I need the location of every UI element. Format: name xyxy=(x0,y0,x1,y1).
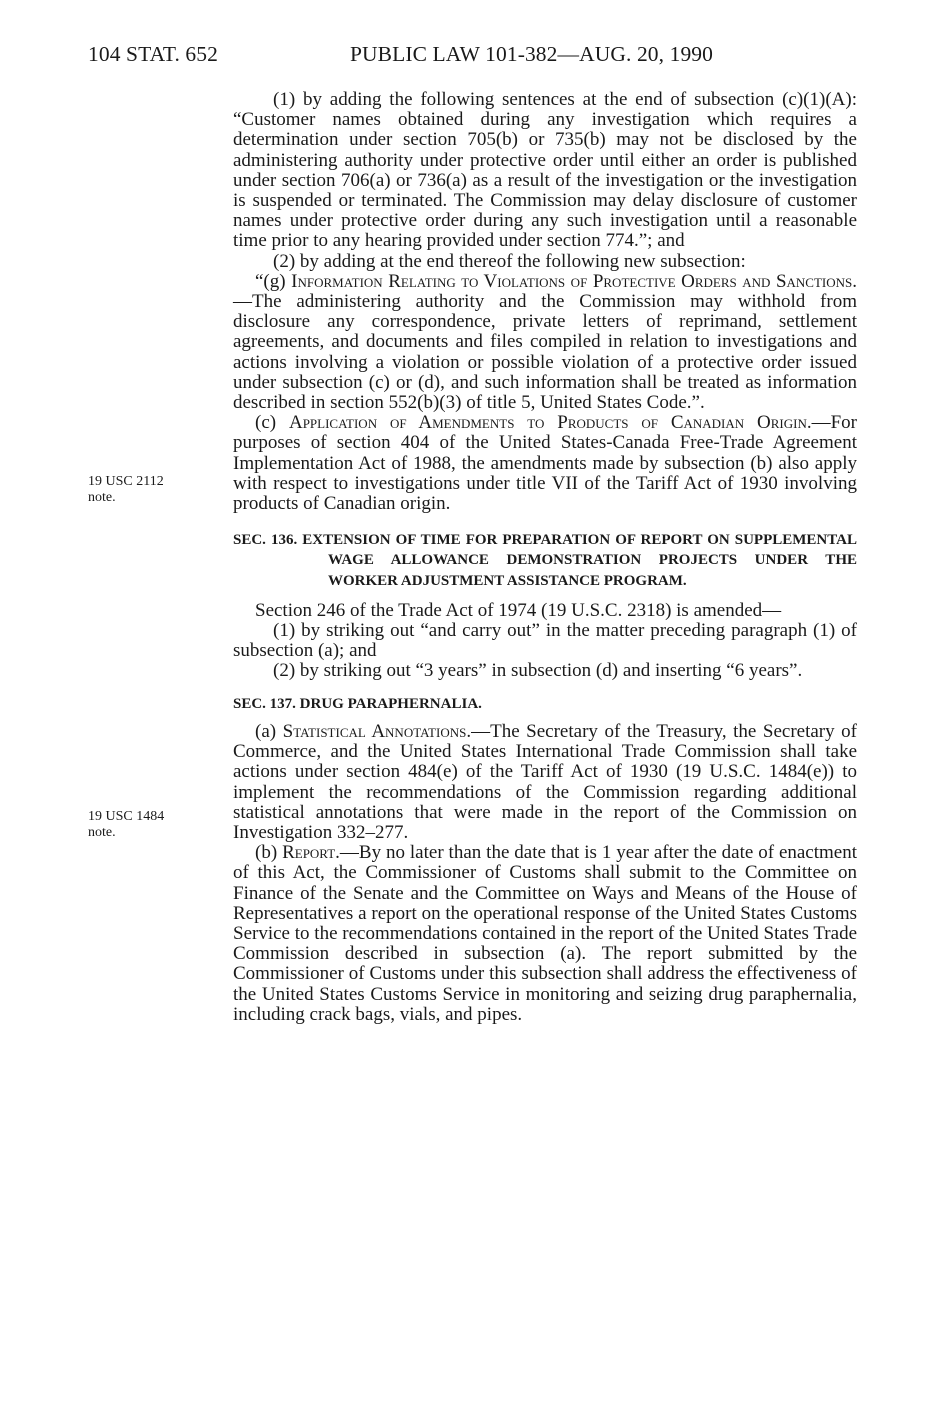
section-136-para-2: (2) by striking out “3 years” in subsection (d) and inserting “6 years”. xyxy=(273,660,803,682)
subsection-c-caption: Application of Amendments to Products of Canadian Origin. xyxy=(288,412,812,434)
margin-note-2112 xyxy=(88,474,198,506)
subsection-g xyxy=(233,272,857,413)
subsection-a-caption: Statistical Annotations. xyxy=(282,720,472,742)
margin-note-label: note. xyxy=(88,825,116,840)
subsection-a-lead: (a) xyxy=(255,720,277,742)
subsection-b-lead: (b) xyxy=(255,842,278,864)
subsection-g-text: —The administering authority and the Commission may withhold from disclosure any correspondence, private letters of reprimand, settlement agreements, and documents and files compiled in relation to investigations and actions involving a violation or possible violation of a protective order issued under subsection (c) or (d), and such information shall be treated as information described in section 552(b)(3) of title 5, United States Code.”. xyxy=(233,291,857,414)
margin-note-citation: 19 USC 1484 xyxy=(88,809,165,824)
subsection-g-caption: Information Relating to Violations of Protective Orders and Sanctions. xyxy=(291,270,858,292)
section-136-title: EXTENSION OF TIME FOR PREPARATION OF REPORT ON SUPPLEMENTAL WAGE ALLOWANCE DEMONSTRATION PROJECTS UNDER THE WORKER ADJUSTMENT ASSISTANCE PROGRAM. xyxy=(302,532,857,589)
subsection-g-lead: “(g) xyxy=(255,270,286,292)
running-head: PUBLIC LAW 101-382—AUG. 20, 1990 xyxy=(350,42,713,66)
paragraph-2: (2) by adding at the end thereof the following new subsection: xyxy=(273,250,746,272)
section-136-label: SEC. 136. xyxy=(233,532,298,549)
subsection-a-text: —The Secretary of the Treasury, the Secretary of Commerce, and the United States International Trade Commission shall take actions under section 484(e) of the Tariff Act of 1930 (19 U.S.C. 1484(e)) to implement the recommendations of the Commission regarding additional statistical annotations that were made in the report of the Commission on Investigation 332–277. xyxy=(233,720,858,843)
subsection-c-text: —For purposes of section 404 of the United States-Canada Free-Trade Agreement Implementation Act of 1988, the amendments made by subsection (b) also apply with respect to investigations under title VII of the Tariff Act of 1930 involving products of Canadian origin. xyxy=(233,412,858,515)
subsection-b-caption: Report. xyxy=(282,842,340,864)
section-137-subsection-b xyxy=(233,843,857,1025)
subsection-b-text: —By no later than the date that is 1 year after the date of enactment of this Act, the Commissioner of Customs shall submit to the Committee on Finance of the Senate and the Committee on Ways and Means of the House of Representatives a report on the operational response of the United States Customs Service to the recommendations contained in the report of the United States Trade Commission described in subsection (a). The report submitted by the Commissioner of Customs under this subsection shall address the effectiveness of the United States Customs Service in monitoring and seizing drug paraphernalia, including crack bags, vials, and pipes. xyxy=(233,842,858,1025)
page-body xyxy=(233,90,857,1025)
subsection-c-lead: (c) xyxy=(255,412,277,434)
margin-note-1484 xyxy=(88,809,198,841)
section-137-heading: SEC. 137. DRUG PARAPHERNALIA. xyxy=(233,695,482,712)
section-136-para-1: (1) by striking out “and carry out” in the matter preceding paragraph (1) of subsection (a); and xyxy=(233,620,857,662)
folio: 104 STAT. 652 xyxy=(88,42,218,66)
section-136-intro: Section 246 of the Trade Act of 1974 (19 U.S.C. 2318) is amended— xyxy=(255,599,782,621)
section-136-heading xyxy=(233,530,857,591)
paragraph-1: (1) by adding the following sentences at the end of subsection (c)(1)(A): “Customer names obtained during any investigation which requires a determination under section 705(b) or 735(b) may not be disclosed by the administering authority under protective order until either an order is published under section 706(a) or 736(a) as a result of the investigation or the investigation is suspended or terminated. The Commission may delay disclosure of customer names under protective order during any such investigation until a reasonable time prior to any hearing provided under section 774.”; and xyxy=(233,89,857,252)
margin-note-label: note. xyxy=(88,490,116,505)
margin-note-citation: 19 USC 2112 xyxy=(88,474,164,489)
page-header xyxy=(88,42,748,72)
section-137-subsection-a xyxy=(233,722,857,843)
subsection-c xyxy=(233,413,857,514)
